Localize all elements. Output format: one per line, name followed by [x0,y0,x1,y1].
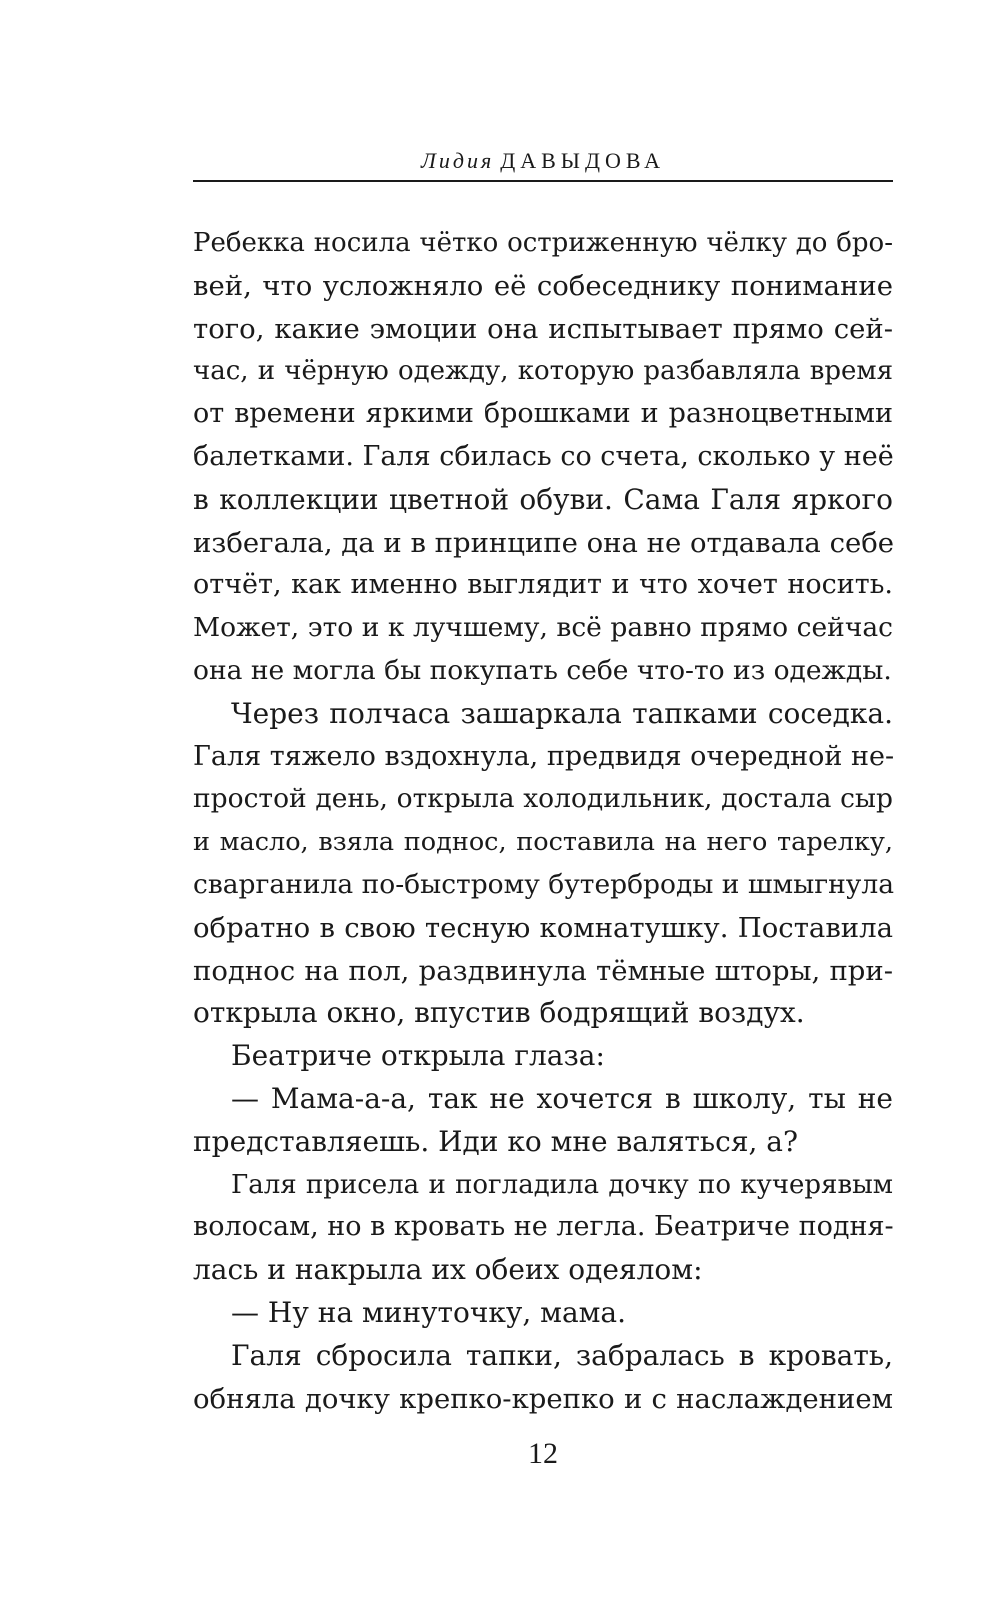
text-line: вей, что усложняло её собеседнику понимание [193,269,893,302]
text-line: Галя сбросила тапки, забралась в кровать, [231,1338,893,1372]
text-line: она не могла бы покупать себе что-то из одежды. [193,654,892,686]
text-line: обняла дочку крепко-крепко и с наслаждением [193,1382,893,1415]
text-line: час, и чёрную одежду, которую разбавляла время [193,356,893,387]
text-line: от времени яркими брошками и разноцветными [193,398,893,430]
text-line: Через полчаса зашаркала тапками соседка. [231,696,893,730]
author-first-name: Лидия [420,148,495,173]
text-line: избегала, да и в принципе она не отдавала себе [193,526,895,559]
text-line: Беатриче открыла глаза: [231,1039,605,1073]
text-line: поднос на пол, раздвинула тёмные шторы, при- [193,954,893,987]
text-line: волосам, но в кровать не легла. Беатриче подня- [193,1211,894,1243]
header-rule [193,180,893,182]
text-line: отчёт, как именно выглядит и что хочет носить. [193,569,893,601]
text-line: Галя тяжело вздохнула, предвидя очередной не- [193,740,895,772]
text-line: открыла окно, впустив бодрящий воздух. [193,996,805,1030]
text-line: Ребекка носила чётко остриженную чёлку до бро- [193,228,893,258]
text-line: простой день, открыла холодильник, достала сыр [193,783,893,815]
body-text [193,222,893,1420]
text-line: лась и накрыла их обеих одеялом: [193,1253,703,1287]
text-line: — Ну на минуточку, мама. [231,1295,627,1329]
running-head [193,148,893,174]
text-line: Галя присела и погладила дочку по кучерявым [231,1169,893,1200]
page-number: 12 [528,1437,558,1470]
text-line: в коллекции цветной обуви. Сама Галя яркого [193,482,893,516]
text-line: сварганила по-быстрому бутерброды и шмыгнула [193,868,895,900]
text-line: Может, это и к лучшему, всё равно прямо сейчас [193,612,893,644]
author-last-name: ДАВЫДОВА [500,148,666,173]
text-line: обратно в свою тесную комнатушку. Поставила [193,911,893,944]
text-line: того, какие эмоции она испытывает прямо сей- [193,312,893,345]
text-line: представляешь. Иди ко мне валяться, а? [193,1124,799,1158]
text-line: и масло, взяла поднос, поставила на него тарелку, [193,827,893,858]
text-line: балетками. Галя сбилась со счета, сколько у неё [193,440,894,472]
text-line: — Мама-а-а, так не хочется в школу, ты не [231,1081,893,1115]
